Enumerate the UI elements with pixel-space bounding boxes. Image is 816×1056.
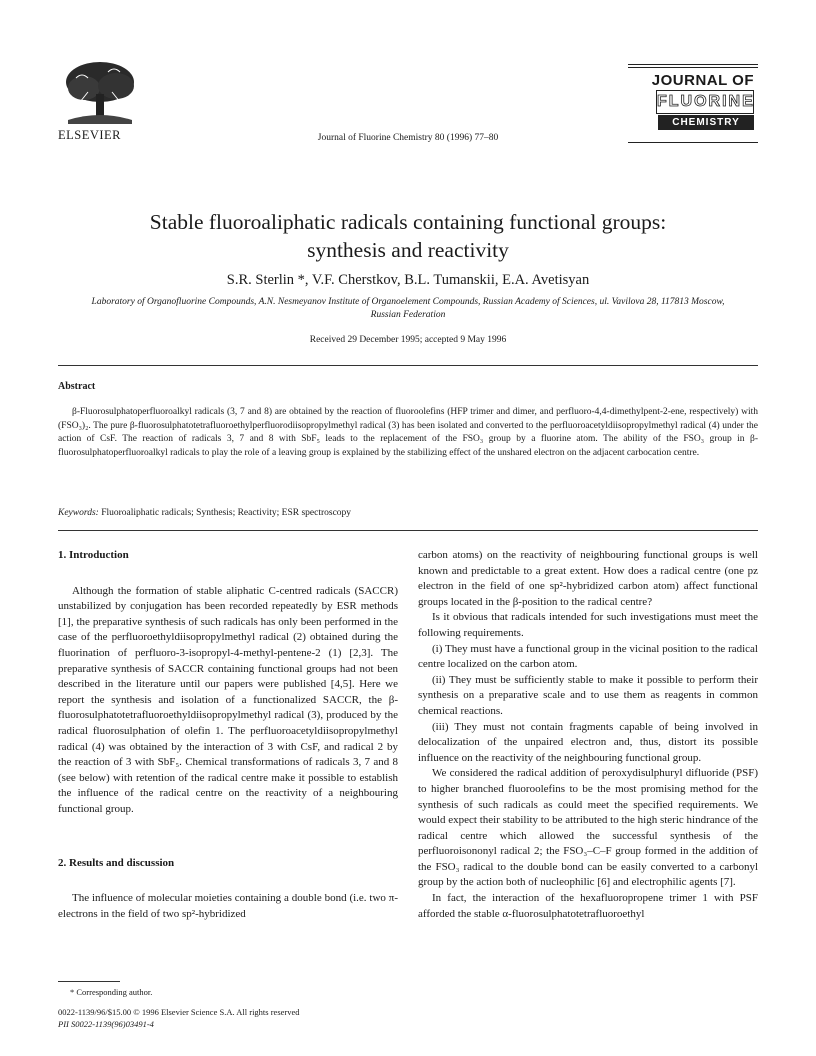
body-paragraph: Is it obvious that radicals intended for such investigations must meet the following requirements. [418, 611, 758, 639]
body-paragraph: carbon atoms) on the reactivity of neighbouring functional groups is well known and predictable to a great extent. How does a radical centre (one pz electron in the field of one sp²-hybridized carbon atom) affect functional groups located in the β-position to the radical centre? [418, 549, 758, 608]
corresponding-author-note: * Corresponding author. [70, 987, 153, 997]
article-title [40, 208, 776, 264]
journal-reference: Journal of Fluorine Chemistry 80 (1996) 77–80 [317, 133, 499, 143]
author-list: S.R. Sterlin *, V.F. Cherstkov, B.L. Tumanskii, E.A. Avetisyan [226, 272, 590, 288]
divider-top [58, 365, 758, 366]
keywords-label: Keywords: [58, 508, 99, 518]
divider-bottom [58, 530, 758, 531]
pii-line: PII S0022-1139(96)03491-4 [58, 1019, 154, 1029]
copyright-line: 0022-1139/96/$15.00 © 1996 Elsevier Science S.A. All rights reserved [58, 1007, 300, 1017]
section-heading-results: 2. Results and discussion [58, 856, 175, 869]
journal-logo [628, 58, 758, 150]
elsevier-tree-logo [58, 58, 142, 126]
keywords [58, 508, 351, 518]
journal-logo-line1: JOURNAL OF [651, 72, 754, 89]
title-line-1: Stable fluoroaliphatic radicals containing functional groups: [149, 210, 667, 234]
body-paragraph: We considered the radical addition of peroxydisulphuryl difluoride (PSF) to higher branched fluoroolefins to be the most promising method for the synthesis of such radicals as could meet the specified requirements. We would expect their stability to be attributed to the high steric hindrance of the radical centre which allowed the successful synthesis of the perfluoroisononyl radical 2; the FSO₃–C–F group formed in the addition of the FSO₃ radical to the double bond can be easily converted to a carbonyl group by the action both of nucleophilic [6] and electrophilic agents [7]. [418, 767, 758, 889]
body-paragraph: In fact, the interaction of the hexafluoropropene trimer 1 with PSF afforded the stable α-fluorosulphatotetrafluoroethyl [418, 892, 758, 920]
abstract-heading: Abstract [58, 381, 96, 392]
results-paragraph: The influence of molecular moieties containing a double bond (i.e. two π-electrons in the field of two sp²-hybridized [58, 892, 398, 920]
abstract-text: β-Fluorosulphatoperfluoroalkyl radicals (3, 7 and 8) are obtained by the reaction of fluoroolefins (HFP trimer and dimer, and perfluoro-4,4-dimethylpent-2-ene, respectively) with (FSO₃)₂. The pure β-fluorosulphatotetrafluoroethylperfluorodiisopropylmethyl radical (3) has been isolated and converted to the perfluoroacetyldiisopropylmethyl radical (4) under the action of CsF. The reaction of radicals 3, 7 and 8 with SbF₅ leads to the replacement of the FSO₃ group by a fluorine atom. The ability of the FSO₃ group in β-fluorosulphatoperfluoroalkyl radicals to play the role of a leaving group is explained by the stabilizing effect of the unshared electron on the adjacent carbocation centre. [58, 407, 758, 458]
requirement-item: (iii) They must not contain fragments capable of being involved in delocalization of the unpaired electron and, thus, distort its possible influence on the reactivity of the neighbouring functional group. [418, 720, 758, 764]
footnote-rule [58, 981, 120, 982]
journal-logo-line2: FLUORINE [656, 90, 754, 114]
keywords-list: Fluoroaliphatic radicals; Synthesis; Reactivity; ESR spectroscopy [98, 508, 352, 518]
left-column [58, 548, 398, 922]
footnote-block [58, 986, 398, 1030]
intro-paragraph: Although the formation of stable aliphatic C-centred radicals (SACCR) unstabilized by conjugation has been recorded repeatedly by ESR methods [1], the preparative synthesis of such radicals has only been performed in the case of the perfluoroethyldiisopropylmethyl radical (2) obtained during the fluorination of perfluoro-3-isopropyl-4-methyl-pentene-2 (1) [2,3]. The preparative synthesis of SACCR containing functional groups had not been described in the literature until our papers were published [4,5]. Here we report the synthesis and isolation of a functionalized SACCR, the β-fluorosulphatotetrafluoroethyldiisopropylmethyl radical (3), produced by the radical fluorosulphation of olefin 1. The perfluoroacetyldiisopropylmethyl radical (4) was obtained by the interaction of 3 with CsF, and radical 2 by the reaction of 3 with SbF₅. Chemical transformations of radicals 3, 7 and 8 (see below) with retention of the radical centre make it possible to establish the influence of the radical centre on the reactivity of a neighbouring functional group. [58, 584, 398, 815]
right-column [418, 548, 758, 922]
title-line-2: synthesis and reactivity [307, 238, 509, 262]
section-heading-introduction: 1. Introduction [58, 549, 129, 561]
publisher-name: ELSEVIER [58, 128, 122, 142]
affiliation: Laboratory of Organofluorine Compounds, A.N. Nesmeyanov Institute of Organoelement Compounds, Russian Academy of Sciences, ul. Vavilova 28, 117813 Moscow, Russian Federation [91, 297, 725, 320]
requirement-item: (i) They must have a functional group in the vicinal position to the radical centre localized on the carbon atom. [418, 642, 758, 671]
requirement-item: (ii) They must be sufficiently stable to make it possible to perform their synthesis on a preparative scale and to use them as reagents in common chemical reactions. [418, 673, 758, 717]
received-dates: Received 29 December 1995; accepted 9 May 1996 [309, 335, 507, 345]
journal-logo-line3: CHEMISTRY [658, 115, 754, 130]
